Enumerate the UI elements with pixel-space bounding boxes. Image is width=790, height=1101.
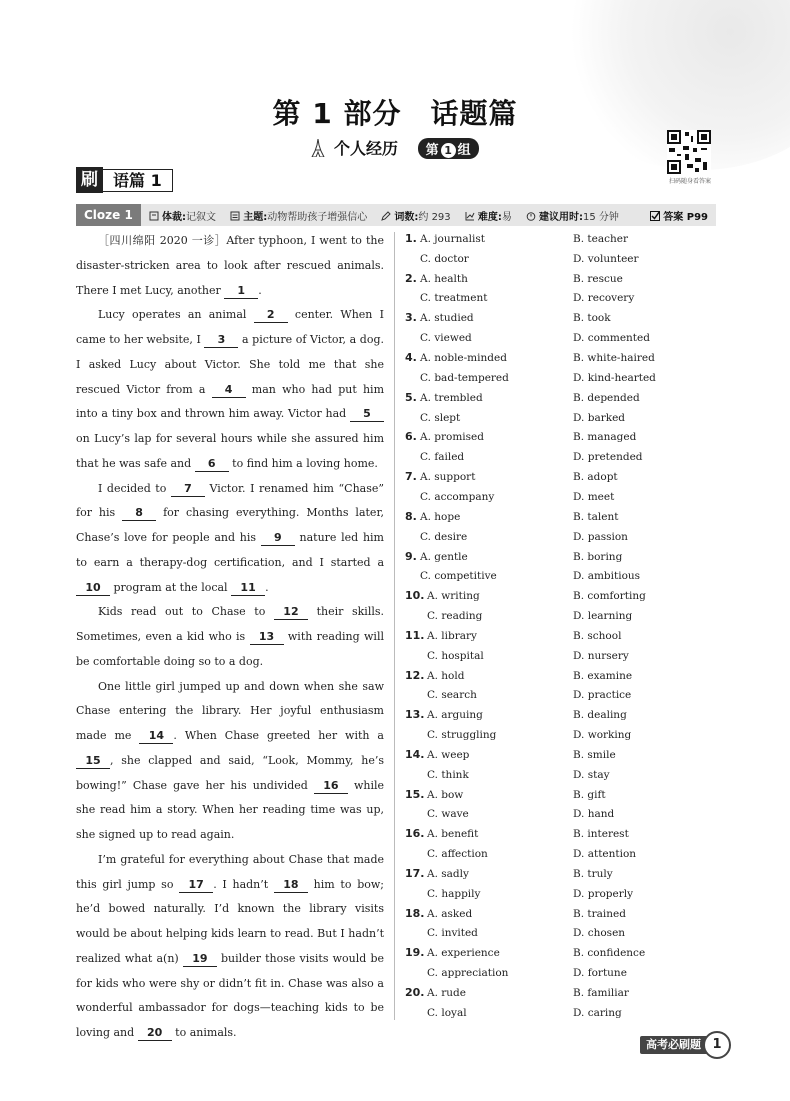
option-a[interactable]: A. gentle <box>420 550 468 563</box>
question-item: 5. A. trembled B. depended C. slept D. barked <box>405 388 715 428</box>
option-a[interactable]: A. health <box>420 272 468 285</box>
option-c[interactable]: C. slept <box>420 411 461 424</box>
option-a[interactable]: A. rude <box>427 987 466 1000</box>
paragraph-3: I decided to 7 Victor. I renamed him “Chase” for his 8 for chasing everything. Months later, Chase’s love for people and his 9 nature led him to earn a therapy-dog certification, and I started a 10 program at the local 11 . <box>76 481 385 594</box>
option-a[interactable]: A. support <box>420 471 476 484</box>
option-d[interactable]: D. working <box>573 729 632 742</box>
option-d[interactable]: D. hand <box>573 808 615 821</box>
blank-10[interactable]: 10 <box>76 581 110 596</box>
option-c[interactable]: C. affection <box>427 848 488 861</box>
option-b[interactable]: B. depended <box>573 391 640 404</box>
option-c[interactable]: C. treatment <box>420 292 488 305</box>
question-item: 1. A. journalist B. teacher C. doctor D. volunteer <box>405 229 715 269</box>
option-a[interactable]: A. studied <box>420 312 474 325</box>
list-icon <box>230 211 240 221</box>
option-b[interactable]: B. talent <box>573 510 619 523</box>
option-a[interactable]: A. trembled <box>420 391 483 404</box>
section-name: 语篇 1 <box>103 169 173 192</box>
option-c[interactable]: C. accompany <box>420 490 495 503</box>
question-item: 20. A. rude B. familiar C. loyal D. caring <box>405 983 715 1023</box>
blank-18[interactable]: 18 <box>274 878 308 893</box>
answer-page-link[interactable]: 答案 P99 <box>650 208 708 223</box>
question-item: 14. A. weep B. smile C. think D. stay <box>405 745 715 785</box>
paragraph-2: Lucy operates an animal 2 center. When I came to her website, I 3 a picture of Victor, a dog. I asked Lucy about Victor. She told me that she rescued Victor from a 4 man who had put him into a tiny box and thrown him away. Victor had 5 on Lucy’s lap for several hours while she assured him that he was safe and 6 to find him a loving home. <box>76 308 384 470</box>
book-name: 高考必刷题 <box>640 1036 707 1054</box>
question-item: 3. A. studied B. took C. viewed D. commented <box>405 308 715 348</box>
section-tag <box>76 167 173 193</box>
option-a[interactable]: A. experience <box>427 947 500 960</box>
option-a[interactable]: A. asked <box>427 907 473 920</box>
question-item: 19. A. experience B. confidence C. appreciation D. fortune <box>405 943 715 983</box>
chart-icon <box>465 211 475 221</box>
option-d[interactable]: D. nursery <box>573 649 629 662</box>
info-bar <box>76 204 716 226</box>
option-b[interactable]: B. managed <box>573 431 637 444</box>
question-item: 17. A. sadly B. truly C. happily D. properly <box>405 864 715 904</box>
option-c[interactable]: C. struggling <box>427 729 497 742</box>
option-a[interactable]: A. arguing <box>427 709 483 722</box>
question-item: 4. A. noble-minded B. white-haired C. bad-tempered D. kind-hearted <box>405 348 715 388</box>
option-b[interactable]: B. school <box>573 629 622 642</box>
option-d[interactable]: D. ambitious <box>573 570 641 583</box>
option-c[interactable]: C. wave <box>427 808 469 821</box>
option-d[interactable]: D. chosen <box>573 927 626 940</box>
option-b[interactable]: B. examine <box>573 669 633 682</box>
tower-icon <box>311 139 325 157</box>
difficulty-info: 难度:易 <box>465 208 512 223</box>
blank-3[interactable]: 3 <box>204 333 238 348</box>
group-badge: 第 1 组 <box>418 138 479 159</box>
time-info: 建议用时:15 分钟 <box>526 208 619 223</box>
cloze-label: Cloze 1 <box>76 204 141 226</box>
options-list <box>405 229 715 1023</box>
blank-19[interactable]: 19 <box>183 952 217 967</box>
blank-12[interactable]: 12 <box>274 605 308 620</box>
question-item: 7. A. support B. adopt C. accompany D. meet <box>405 467 715 507</box>
option-b[interactable]: B. dealing <box>573 709 627 722</box>
option-a[interactable]: A. journalist <box>420 233 485 245</box>
option-c[interactable]: C. reading <box>427 609 483 622</box>
theme-info: 主题:动物帮助孩子增强信心 <box>230 208 367 223</box>
blank-2[interactable]: 2 <box>254 308 288 323</box>
option-d[interactable]: D. caring <box>573 1006 622 1019</box>
genre-info: 体裁:记叙文 <box>149 208 216 223</box>
option-a[interactable]: A. writing <box>427 590 480 603</box>
option-b[interactable]: B. truly <box>573 868 613 880</box>
option-c[interactable]: C. competitive <box>420 570 497 583</box>
blank-17[interactable]: 17 <box>179 878 213 893</box>
topic-name: 个人经历 <box>333 139 398 158</box>
option-d[interactable]: D. volunteer <box>573 252 639 265</box>
paragraph-6: I’m grateful for everything about Chase that made this girl jump so 17 . I hadn’t 18 him to bow; he’d bowed naturally. I’d known the library visits would be about helping kids learn to read. But I hadn’t realized what a(n) 19 builder those visits would be for kids who were shy or didn’t fit in. Chase was also a wonderful ambassador for dogs—teaching kids to be loving and 20 to animals. <box>76 852 384 1039</box>
blank-8[interactable]: 8 <box>122 506 156 521</box>
option-a[interactable]: A. sadly <box>427 868 469 880</box>
book-icon <box>149 211 159 221</box>
option-a[interactable]: A. benefit <box>427 828 479 841</box>
paragraph-4: Kids read out to Chase to 12 their skills. Sometimes, even a kid who is 13 with reading will be comfortable doing so to a dog. <box>76 605 384 668</box>
blank-1[interactable]: 1 <box>224 284 258 299</box>
question-item: 10. A. writing B. comforting C. reading D. learning <box>405 586 715 626</box>
option-c[interactable]: C. failed <box>420 451 465 464</box>
option-a[interactable]: A. library <box>427 629 477 642</box>
blank-16[interactable]: 16 <box>314 779 348 794</box>
question-item: 8. A. hope B. talent C. desire D. passion <box>405 507 715 547</box>
option-b[interactable]: B. boring <box>573 550 623 563</box>
option-b[interactable]: B. adopt <box>573 471 618 484</box>
blank-11[interactable]: 11 <box>231 581 265 596</box>
page-footer <box>640 1031 731 1059</box>
option-d[interactable]: D. recovery <box>573 292 635 305</box>
column-divider <box>394 232 395 1020</box>
question-item: 6. A. promised B. managed C. failed D. pretended <box>405 427 715 467</box>
option-d[interactable]: D. kind-hearted <box>573 371 656 384</box>
option-b[interactable]: B. interest <box>573 828 629 841</box>
passage <box>76 229 384 1046</box>
option-b[interactable]: B. familiar <box>573 987 629 1000</box>
option-d[interactable]: D. learning <box>573 609 633 622</box>
word-count-info: 词数:约 293 <box>381 208 450 223</box>
qr-code-icon[interactable] <box>667 130 711 174</box>
option-b[interactable]: B. gift <box>573 788 606 801</box>
option-d[interactable]: D. fortune <box>573 967 627 980</box>
question-item: 15. A. bow B. gift C. wave D. hand <box>405 785 715 825</box>
option-c[interactable]: C. search <box>427 689 477 702</box>
option-a[interactable]: A. bow <box>427 788 464 801</box>
option-d[interactable]: D. practice <box>573 689 632 702</box>
option-b[interactable]: B. rescue <box>573 272 623 285</box>
question-item: 12. A. hold B. examine C. search D. practice <box>405 666 715 706</box>
blank-7[interactable]: 7 <box>171 482 205 497</box>
option-b[interactable]: B. took <box>573 312 611 325</box>
option-d[interactable]: D. pretended <box>573 451 643 464</box>
option-d[interactable]: D. stay <box>573 768 610 781</box>
option-c[interactable]: C. happily <box>427 887 481 900</box>
option-d[interactable]: D. barked <box>573 411 626 424</box>
option-c[interactable]: C. doctor <box>420 252 469 265</box>
source-tag: ［四川绵阳 2020 一诊］ <box>98 234 227 247</box>
option-d[interactable]: D. attention <box>573 848 637 861</box>
question-item: 2. A. health B. rescue C. treatment D. recovery <box>405 269 715 309</box>
option-c[interactable]: C. appreciation <box>427 967 509 980</box>
option-a[interactable]: A. weep <box>427 748 470 761</box>
option-a[interactable]: A. hope <box>420 510 461 523</box>
option-c[interactable]: C. loyal <box>427 1006 467 1019</box>
qr-caption: 扫码随身看答案 <box>668 178 711 185</box>
option-b[interactable]: B. teacher <box>573 233 628 245</box>
option-b[interactable]: B. smile <box>573 748 616 761</box>
blank-4[interactable]: 4 <box>212 383 246 398</box>
timer-icon <box>526 211 536 221</box>
page-number: 1 <box>703 1031 731 1059</box>
blank-13[interactable]: 13 <box>250 630 284 645</box>
blank-6[interactable]: 6 <box>195 457 229 472</box>
blank-15[interactable]: 15 <box>76 754 110 769</box>
option-d[interactable]: D. commented <box>573 332 650 345</box>
option-a[interactable]: A. hold <box>427 669 465 682</box>
question-item: 9. A. gentle B. boring C. competitive D. ambitious <box>405 547 715 587</box>
option-c[interactable]: C. think <box>427 768 469 781</box>
option-b[interactable]: B. trained <box>573 907 626 920</box>
option-a[interactable]: A. promised <box>420 431 484 444</box>
option-c[interactable]: C. bad-tempered <box>420 371 509 384</box>
option-c[interactable]: C. hospital <box>427 649 484 662</box>
section-brush-label: 刷 <box>76 167 103 193</box>
option-a[interactable]: A. noble-minded <box>420 352 507 365</box>
option-c[interactable]: C. viewed <box>420 332 472 345</box>
checkbox-icon <box>650 211 660 221</box>
blank-9[interactable]: 9 <box>261 531 295 546</box>
paragraph-1: ［四川绵阳 2020 一诊］After typhoon, I went to the disaster-stricken area to look after rescued animals. There I met Lucy, another 1 . <box>76 234 384 297</box>
option-d[interactable]: D. meet <box>573 490 615 503</box>
option-b[interactable]: B. confidence <box>573 947 646 960</box>
option-d[interactable]: D. properly <box>573 887 634 900</box>
question-item: 16. A. benefit B. interest C. affection D. attention <box>405 824 715 864</box>
paragraph-5: One little girl jumped up and down when she saw Chase entering the library. Her joyful enthusiasm made me 14 . When Chase greeted her with a 15 , she clapped and said, “Look, Mommy, he’s bowing!” Chase gave her his undivided 16 while she read him a story. When her reading time was up, she signed up to read again. <box>76 679 384 841</box>
option-d[interactable]: D. passion <box>573 530 628 543</box>
option-c[interactable]: C. desire <box>420 530 468 543</box>
question-item: 18. A. asked B. trained C. invited D. chosen <box>405 904 715 944</box>
option-c[interactable]: C. invited <box>427 927 478 940</box>
page-title: 第 1 部分 话题篇 <box>272 97 518 130</box>
option-b[interactable]: B. white-haired <box>573 352 655 365</box>
pen-icon <box>381 211 391 221</box>
question-item: 13. A. arguing B. dealing C. struggling D. working <box>405 705 715 745</box>
blank-20[interactable]: 20 <box>138 1026 172 1041</box>
blank-5[interactable]: 5 <box>350 407 384 422</box>
question-item: 11. A. library B. school C. hospital D. nursery <box>405 626 715 666</box>
option-b[interactable]: B. comforting <box>573 590 646 603</box>
blank-14[interactable]: 14 <box>139 729 173 744</box>
